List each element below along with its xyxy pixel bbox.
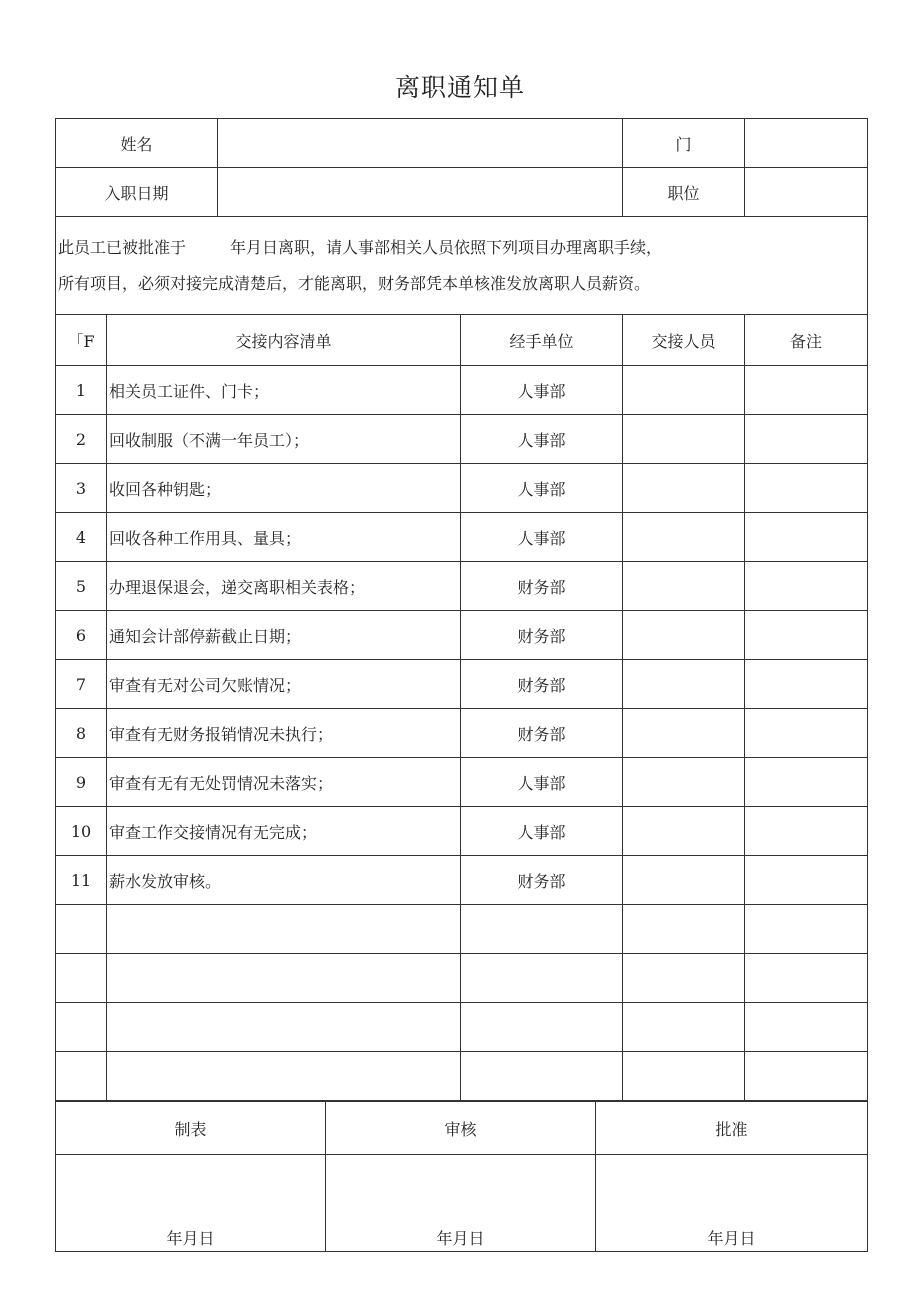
position-field[interactable]	[745, 168, 868, 217]
table-row	[56, 464, 868, 513]
col-person-header: 交接人员	[623, 315, 745, 366]
item-unit: 人事部	[461, 415, 623, 464]
table-row	[56, 366, 868, 415]
notice-line2: 所有项目，必须对接完成清楚后，才能离职，财务部凭本单核准发放离职人员薪资。	[58, 273, 651, 293]
item-remark-field[interactable]	[745, 856, 868, 905]
item-no	[56, 954, 107, 1003]
notice-line1-a: 此员工已被批准于	[58, 237, 187, 257]
item-remark-field[interactable]	[745, 758, 868, 807]
item-content	[107, 1003, 461, 1052]
item-content: 薪水发放审核。	[107, 856, 461, 905]
item-unit	[461, 1003, 623, 1052]
item-no: 7	[56, 660, 107, 709]
item-remark-field[interactable]	[745, 1003, 868, 1052]
table-row	[56, 905, 868, 954]
item-remark-field[interactable]	[745, 1052, 868, 1101]
item-person-field[interactable]	[623, 1052, 745, 1101]
item-content: 通知会计部停薪截止日期；	[107, 611, 461, 660]
signature-header-row	[56, 1102, 868, 1155]
item-remark-field[interactable]	[745, 807, 868, 856]
item-no: 5	[56, 562, 107, 611]
item-no: 9	[56, 758, 107, 807]
signature-row	[56, 1155, 868, 1252]
make-label: 制表	[56, 1102, 326, 1155]
item-remark-field[interactable]	[745, 709, 868, 758]
item-content: 收回各种钥匙；	[107, 464, 461, 513]
make-sign-field[interactable]	[56, 1155, 326, 1252]
item-unit: 财务部	[461, 562, 623, 611]
item-person-field[interactable]	[623, 954, 745, 1003]
item-no: 3	[56, 464, 107, 513]
item-remark-field[interactable]	[745, 513, 868, 562]
item-remark-field[interactable]	[745, 954, 868, 1003]
item-no: 8	[56, 709, 107, 758]
page-title: 离职通知单	[394, 73, 525, 102]
item-person-field[interactable]	[623, 464, 745, 513]
item-no: 2	[56, 415, 107, 464]
item-no: 6	[56, 611, 107, 660]
table-row	[56, 415, 868, 464]
item-rows	[56, 366, 868, 1101]
name-field[interactable]	[218, 119, 623, 168]
col-no-header: 「F	[56, 315, 107, 366]
approve-date: 年月日	[707, 1229, 756, 1248]
item-content: 审查有无对公司欠账情况；	[107, 660, 461, 709]
item-unit: 财务部	[461, 660, 623, 709]
notice-line1-b: 年月日离职，请人事部相关人员依照下列项目办理离职手续，	[230, 237, 663, 257]
approve-sign-field[interactable]	[596, 1155, 868, 1252]
review-label: 审核	[326, 1102, 596, 1155]
item-unit: 财务部	[461, 611, 623, 660]
make-date: 年月日	[166, 1229, 215, 1248]
table-row	[56, 856, 868, 905]
item-remark-field[interactable]	[745, 562, 868, 611]
item-no: 11	[56, 856, 107, 905]
item-person-field[interactable]	[623, 807, 745, 856]
item-content: 相关员工证件、门卡；	[107, 366, 461, 415]
name-label: 姓名	[56, 119, 218, 168]
item-person-field[interactable]	[623, 611, 745, 660]
item-content	[107, 1052, 461, 1101]
item-person-field[interactable]	[623, 709, 745, 758]
join-date-field[interactable]	[218, 168, 623, 217]
item-person-field[interactable]	[623, 513, 745, 562]
item-content	[107, 954, 461, 1003]
item-unit: 人事部	[461, 807, 623, 856]
table-row	[56, 562, 868, 611]
col-remark-header: 备注	[745, 315, 868, 366]
item-content: 审查有无有无处罚情况未落实；	[107, 758, 461, 807]
approve-label: 批准	[596, 1102, 868, 1155]
item-remark-field[interactable]	[745, 366, 868, 415]
join-date-label: 入职日期	[56, 168, 218, 217]
item-content: 回收制服（不满一年员工）；	[107, 415, 461, 464]
item-no	[56, 1003, 107, 1052]
item-unit	[461, 1052, 623, 1101]
item-content: 办理退保退会，递交离职相关表格；	[107, 562, 461, 611]
join-row	[56, 168, 868, 217]
item-content: 审查工作交接情况有无完成；	[107, 807, 461, 856]
review-date: 年月日	[436, 1229, 485, 1248]
table-row	[56, 513, 868, 562]
item-unit: 人事部	[461, 464, 623, 513]
item-person-field[interactable]	[623, 415, 745, 464]
position-label: 职位	[623, 168, 745, 217]
item-unit: 人事部	[461, 758, 623, 807]
item-person-field[interactable]	[623, 758, 745, 807]
item-remark-field[interactable]	[745, 415, 868, 464]
column-header-row	[56, 315, 868, 366]
item-content: 回收各种工作用具、量具；	[107, 513, 461, 562]
item-content	[107, 905, 461, 954]
item-unit: 人事部	[461, 513, 623, 562]
item-unit: 财务部	[461, 856, 623, 905]
item-remark-field[interactable]	[745, 660, 868, 709]
table-row	[56, 611, 868, 660]
table-row	[56, 709, 868, 758]
table-row	[56, 1003, 868, 1052]
table-row	[56, 758, 868, 807]
item-no: 1	[56, 366, 107, 415]
item-unit: 财务部	[461, 709, 623, 758]
item-person-field[interactable]	[623, 1003, 745, 1052]
notice-text	[56, 217, 868, 315]
item-no: 10	[56, 807, 107, 856]
item-unit	[461, 954, 623, 1003]
item-person-field[interactable]	[623, 660, 745, 709]
item-person-field[interactable]	[623, 366, 745, 415]
item-no: 4	[56, 513, 107, 562]
table-row	[56, 660, 868, 709]
item-person-field[interactable]	[623, 905, 745, 954]
handover-form	[55, 118, 868, 1101]
item-person-field[interactable]	[623, 562, 745, 611]
table-row	[56, 954, 868, 1003]
col-unit-header: 经手单位	[461, 315, 623, 366]
col-content-header: 交接内容清单	[107, 315, 461, 366]
dept-label: 门	[623, 119, 745, 168]
table-row	[56, 807, 868, 856]
item-unit: 人事部	[461, 366, 623, 415]
name-row	[56, 119, 868, 168]
notice-row	[56, 217, 868, 315]
item-remark-field[interactable]	[745, 464, 868, 513]
item-unit	[461, 905, 623, 954]
item-no	[56, 905, 107, 954]
item-no	[56, 1052, 107, 1101]
item-person-field[interactable]	[623, 856, 745, 905]
item-remark-field[interactable]	[745, 905, 868, 954]
dept-field[interactable]	[745, 119, 868, 168]
review-sign-field[interactable]	[326, 1155, 596, 1252]
item-remark-field[interactable]	[745, 611, 868, 660]
signature-table	[55, 1101, 868, 1252]
table-row	[56, 1052, 868, 1101]
item-content: 审查有无财务报销情况未执行；	[107, 709, 461, 758]
